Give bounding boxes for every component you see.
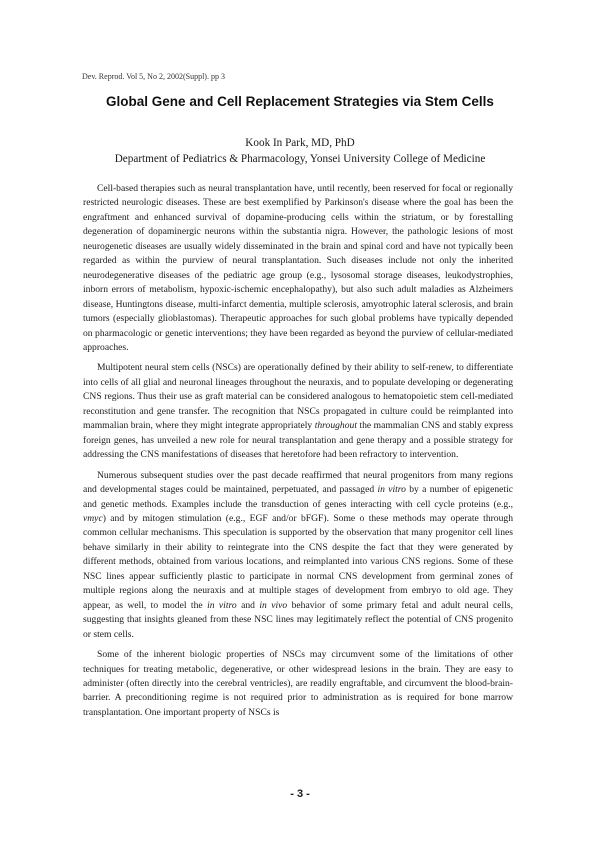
text-run: Numerous subsequent studies over the past decade reaffirmed that neural progenitors from many regions and developmental stages could be maintained, perpetuated, and passaged — [83, 469, 513, 496]
paragraph-2 — [83, 361, 513, 462]
text-run: ) and by mitogen stimulation (e.g., EGF and/or bFGF). Some o these methods may operate through common cellular mechanisms. This speculation is supported by the observation that many progenitor cell lines behave similarly in their ability to reintegrate into the CNS despite the fact that they were generated by different methods, obtained from various locations, and reimplanted into various CNS regions. Some of these NSC lines appear sufficiently plastic to participate in normal CNS development from germinal zones of multiple regions along the neuraxis and at multiple stages of development from embryo to old age. They appear, as well, to model the — [83, 512, 513, 611]
emphasis-text: throughout — [314, 420, 357, 432]
text-run: Multipotent neural stem cells (NSCs) are operationally defined by their ability to self-renew, to differentiate into cells of all glial and neuronal lineages throughout the neuraxis, and to populate developing or degenerating CNS regions. Thus their use as graft material can be considered analogous to hematopoietic stem cell-mediated reconstitution and gene transfer. The recognition that NSCs propagated in culture could be reimplanted into mammalian brain, where they might integrate appropriately — [83, 362, 513, 432]
emphasis-text: in vitro — [207, 599, 237, 611]
text-run: by a number of epigenetic and genetic methods. Examples include the transduction of genes interacting with cell cycle proteins (e.g., — [83, 484, 514, 510]
text-run: and — [236, 599, 260, 611]
paragraph-1: Cell-based therapies such as neural transplantation have, until recently, been reserved for focal or regionally restricted neurologic diseases. These are best exemplified by Parkinson's disease where the goal has been the engraftment and enhanced survival of dopamine-producing cells within the striatum, or by forestalling degeneration of dopaminergic neurons within the substantia nigra. However, the pathologic lesions of most neurogenetic diseases are usually widely disseminated in the brain and spinal cord and have not typically been regarded as within the purview of neural transplantation. Such diseases include not only the inherited neurodegenerative diseases of the pediatric age group (e.g., lysosomal storage diseases, leukodystrophies, inborn errors of metabolism, hypoxic-ischemic encephalopathy), but also such adult maladies as Alzheimers disease, Huntingtons disease, multi-infarct dementia, multiple sclerosis, amyotrophic lateral sclerosis, and brain tumors (especially glioblastomas). Therapeutic approaches for such global problems have typically depended on pharmacologic or genetic interventions; they have been regarded as beyond the purview of cellular-mediated approaches. — [83, 183, 513, 353]
paragraph-4: Some of the inherent biologic properties of NSCs may circumvent some of the limitations of other techniques for treating metabolic, degenerative, or other widespread lesions in the brain. They are easy to administer (often directly into the cerebral ventricles), are readily engraftable, and circumvent the blood-brain-barrier. A preconditioning regime is not required prior to administration as is required for bone marrow transplantation. One important property of NSCs is — [83, 649, 513, 718]
page-number: - 3 - — [290, 788, 310, 800]
emphasis-text: vmyc — [83, 512, 103, 524]
author-name: Kook In Park, MD, PhD — [245, 137, 355, 149]
text-run: behavior of some primary fetal and adult neural cells, suggesting that insights gleaned from these NSC lines may legitimately reflect the potential of CNS progenito or stem cells. — [83, 599, 514, 640]
journal-citation: Dev. Reprod. Vol 5, No 2, 2002(Suppl). pp 3 — [82, 72, 225, 81]
article-body — [83, 182, 513, 726]
text-run: the mammalian CNS and stably express foreign genes, has unveiled a new role for neural transplantation and gene therapy and a possible strategy for addressing the CNS manifestations of diseases that heretofore had been refractory to intervention. — [83, 420, 513, 461]
emphasis-text: in vitro — [377, 484, 406, 496]
author-affiliation: Department of Pediatrics & Pharmacology, Yonsei University College of Medicine — [114, 153, 486, 165]
article-title: Global Gene and Cell Replacement Strategies via Stem Cells — [106, 94, 494, 109]
emphasis-text: in vivo — [259, 599, 288, 611]
paragraph-3 — [83, 469, 513, 642]
